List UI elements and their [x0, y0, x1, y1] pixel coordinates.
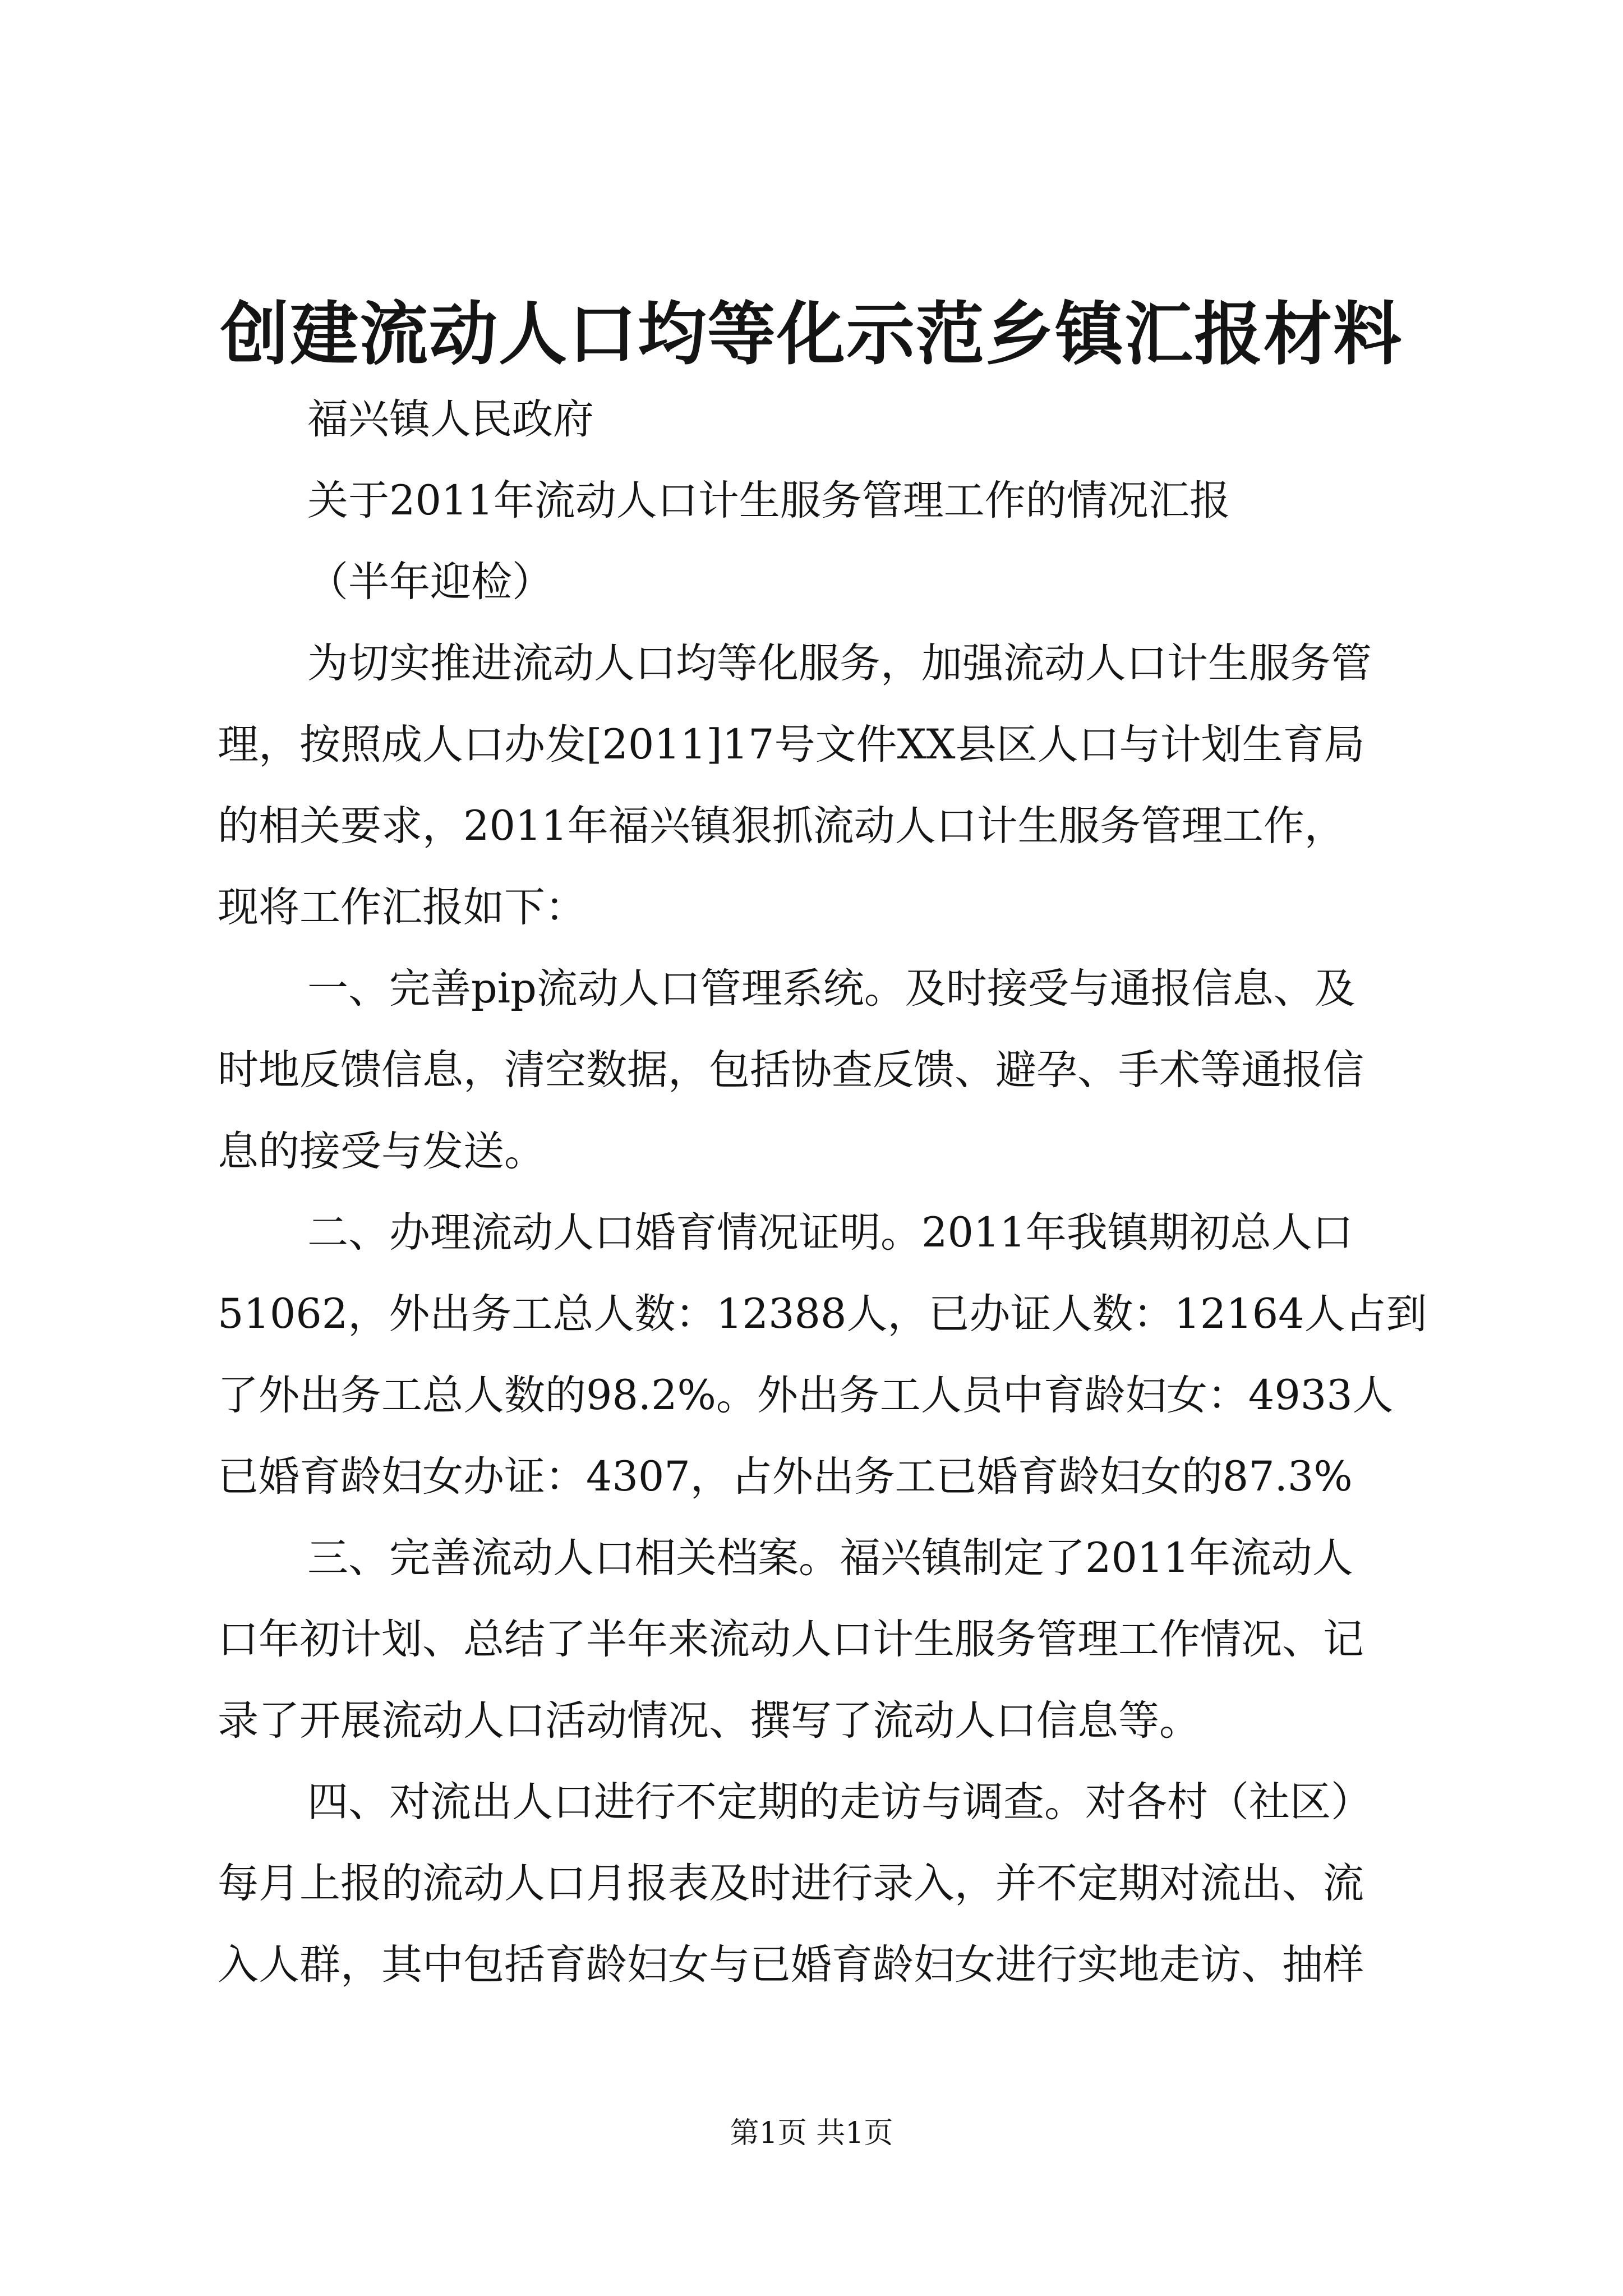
- report-subtitle: 关于2011年流动人口计生服务管理工作的情况汇报: [307, 477, 1230, 524]
- section-4-line: 四、对流出人口进行不定期的走访与调查。对各村（社区）: [307, 1778, 1372, 1826]
- page-footer: 第1页 共1页: [730, 2116, 893, 2150]
- report-note: （半年迎检）: [307, 558, 553, 606]
- section-3-line: 录了开展流动人口活动情况、撰写了流动人口信息等。: [218, 1697, 1200, 1745]
- section-2-line: 51062，外出务工总人数：12388人，已办证人数：12164人占到: [218, 1290, 1427, 1338]
- intro-paragraph-line: 理，按照成人口办发[2011]17号文件XX县区人口与计划生育局: [218, 721, 1365, 769]
- intro-paragraph-line: 为切实推进流动人口均等化服务，加强流动人口计生服务管: [307, 639, 1372, 687]
- intro-paragraph-line: 现将工作汇报如下：: [218, 884, 586, 931]
- section-1-line: 一、完善pip流动人口管理系统。及时接受与通报信息、及: [307, 965, 1355, 1013]
- section-4-line: 每月上报的流动人口月报表及时进行录入，并不定期对流出、流: [218, 1860, 1364, 1907]
- issuer-line: 福兴镇人民政府: [307, 395, 594, 443]
- section-1-line: 时地反馈信息，清空数据，包括协查反馈、避孕、手术等通报信: [218, 1046, 1364, 1094]
- section-3-line: 口年初计划、总结了半年来流动人口计生服务管理工作情况、记: [218, 1616, 1364, 1663]
- document-title: 创建流动人口均等化示范乡镇汇报材料: [220, 293, 1403, 374]
- section-1-line: 息的接受与发送。: [218, 1128, 545, 1175]
- section-3-line: 三、完善流动人口相关档案。福兴镇制定了2011年流动人: [307, 1534, 1353, 1582]
- section-2-line: 已婚育龄妇女办证：4307，占外出务工已婚育龄妇女的87.3%: [218, 1453, 1353, 1501]
- intro-paragraph-line: 的相关要求，2011年福兴镇狠抓流动人口计生服务管理工作，: [218, 802, 1345, 850]
- section-4-line: 入人群，其中包括育龄妇女与已婚育龄妇女进行实地走访、抽样: [218, 1941, 1364, 1989]
- section-2-line: 二、办理流动人口婚育情况证明。2011年我镇期初总人口: [307, 1209, 1353, 1257]
- section-2-line: 了外出务工总人数的98.2%。外出务工人员中育龄妇女：4933人: [218, 1372, 1394, 1419]
